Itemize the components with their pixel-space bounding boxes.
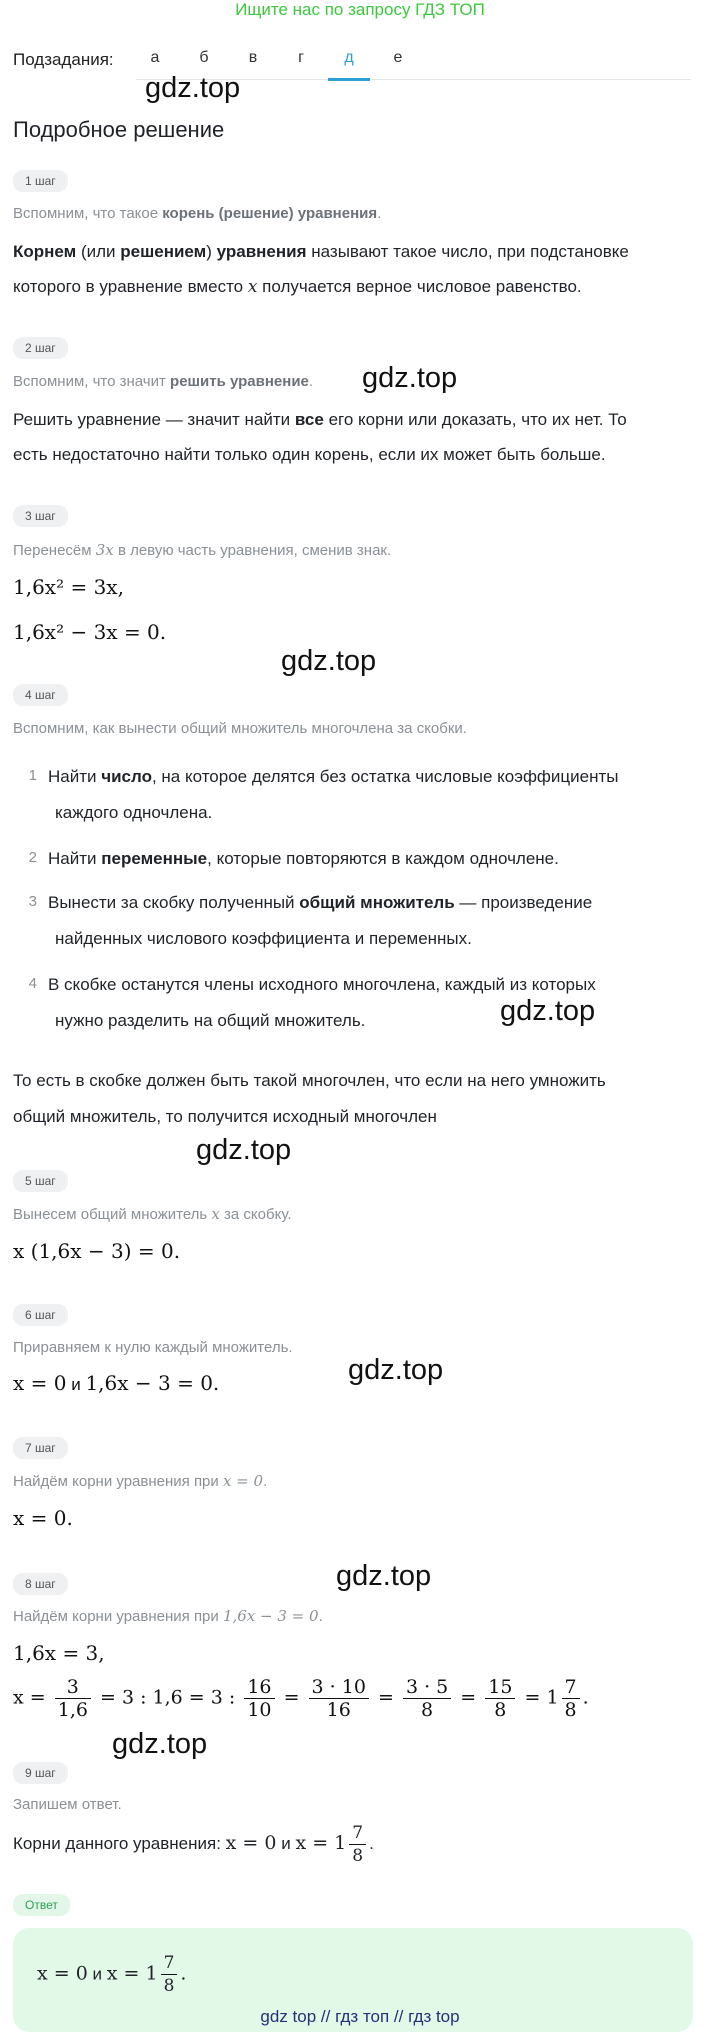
fraction: $\frac{7}{8}$: [349, 1822, 366, 1867]
step-hint: Найдём корни уравнения при x = 0.: [13, 1472, 268, 1490]
watermark: gdz.top: [362, 362, 458, 394]
list-number: 1: [28, 767, 37, 784]
math-line: x = 0 и 1,6x − 3 = 0.: [13, 1371, 220, 1395]
list-item-continued: найденных числового коэффициента и переменных.: [55, 929, 472, 948]
math-line: 1,6x = 3,: [13, 1641, 105, 1665]
step-badge: 9 шаг: [13, 1762, 68, 1784]
step-text: общий множитель, то получится исходный многочлен: [13, 1107, 437, 1126]
watermark: gdz.top: [196, 1134, 292, 1166]
step-hint: Найдём корни уравнения при 1,6x − 3 = 0.: [13, 1607, 323, 1625]
tab-v[interactable]: в: [248, 49, 258, 66]
fraction: $\frac{7}{8}$: [161, 1952, 178, 1997]
step-badge: 8 шаг: [13, 1573, 68, 1595]
step-hint: Вспомним, что значит решить уравнение.: [13, 373, 314, 390]
list-item: В скобке останутся члены исходного многочлена, каждый из которых: [48, 975, 596, 994]
fraction: $\frac{3 \cdot 5}{8}$: [403, 1676, 451, 1721]
top-banner: Ищите нас по запросу ГДЗ ТОП: [235, 0, 485, 19]
step-badge: 4 шаг: [13, 684, 68, 706]
math-line: 1,6x² − 3x = 0.: [13, 620, 167, 644]
step-text: Решить уравнение — значит найти все его корни или доказать, что их нет. То: [13, 410, 627, 429]
step-hint: Приравняем к нулю каждый множитель.: [13, 1339, 293, 1356]
list-item: Вынести за скобку полученный общий множитель — произведение: [48, 893, 593, 912]
tab-b[interactable]: б: [199, 49, 209, 66]
math-line: x (1,6x − 3) = 0.: [13, 1239, 181, 1263]
list-number: 3: [28, 893, 37, 910]
list-item-continued: каждого одночлена.: [55, 803, 213, 822]
step-hint: Вынесем общий множитель x за скобку.: [13, 1205, 292, 1223]
watermark: gdz.top: [500, 995, 596, 1027]
fraction: $\frac{3 \cdot 10}{16}$: [309, 1676, 369, 1721]
list-number: 4: [28, 975, 37, 992]
watermark: gdz.top: [336, 1560, 432, 1592]
subtasks-label: Подзадания:: [13, 50, 114, 69]
math-line: 1,6x² = 3x,: [13, 575, 124, 599]
list-number: 2: [28, 849, 37, 866]
tab-d[interactable]: д: [344, 49, 354, 66]
step-badge: 1 шаг: [13, 170, 68, 192]
step-hint: Вспомним, как вынести общий множитель многочлена за скобки.: [13, 720, 467, 737]
step-badge: 5 шаг: [13, 1170, 68, 1192]
list-item-continued: нужно разделить на общий множитель.: [55, 1011, 366, 1030]
list-item: Найти переменные, которые повторяются в каждом одночлене.: [48, 849, 559, 868]
answer-line: Корни данного уравнения: x = 0 и x = 1 $\frac{7}{8}$ .: [13, 1823, 374, 1866]
step-text: есть недостаточно найти только один корень, если их может быть больше.: [13, 445, 606, 464]
fraction: $\frac{7}{8}$: [562, 1676, 580, 1721]
step-badge: 2 шаг: [13, 337, 68, 359]
step-text: Корнем (или решением) уравнения называют такое число, при подстановке: [13, 242, 629, 261]
page-title: Подробное решение: [13, 117, 225, 142]
answer-math: x = 0 и x = 1 $\frac{7}{8}$ .: [37, 1953, 187, 1996]
fraction: $\frac{16}{10}$: [244, 1676, 274, 1721]
step-badge: 6 шаг: [13, 1304, 68, 1326]
footer-links[interactable]: gdz top // гдз топ // гдз top: [260, 2007, 460, 2026]
tab-a[interactable]: а: [150, 49, 160, 66]
watermark: gdz.top: [145, 72, 241, 104]
watermark: gdz.top: [348, 1354, 444, 1386]
step-badge: 7 шаг: [13, 1437, 68, 1459]
active-tab-indicator: [328, 78, 370, 81]
fraction: $\frac{3}{1,6}$: [55, 1676, 91, 1721]
watermark: gdz.top: [281, 645, 377, 677]
fraction: $\frac{15}{8}$: [485, 1676, 515, 1721]
step-hint: Перенесём 3x в левую часть уравнения, сменив знак.: [13, 541, 392, 559]
answer-badge: Ответ: [13, 1894, 70, 1916]
step-text: То есть в скобке должен быть такой многочлен, что если на него умножить: [13, 1071, 606, 1090]
math-line: x = 0.: [13, 1506, 73, 1530]
tab-e[interactable]: е: [393, 49, 403, 66]
list-item: Найти число, на которое делятся без остатка числовые коэффициенты: [48, 767, 619, 786]
tab-g[interactable]: г: [298, 49, 304, 66]
step-badge: 3 шаг: [13, 505, 68, 527]
watermark: gdz.top: [112, 1728, 208, 1760]
step-hint: Вспомним, что такое корень (решение) уравнения.: [13, 205, 382, 222]
step-hint: Запишем ответ.: [13, 1796, 122, 1813]
math-equation: x = $\frac{3}{1,6}$ = 3 : 1,6 = 3 : $\frac{16}{10}$ = $\frac{3 \cdot 10}{16}$ = $\frac{3 \cdot 5}{8}$ = $\frac{15}{8}$ = 1 $\frac{7}{8}$ .: [13, 1676, 589, 1721]
step-text: которого в уравнение вместо x получается верное числовое равенство.: [13, 277, 582, 297]
